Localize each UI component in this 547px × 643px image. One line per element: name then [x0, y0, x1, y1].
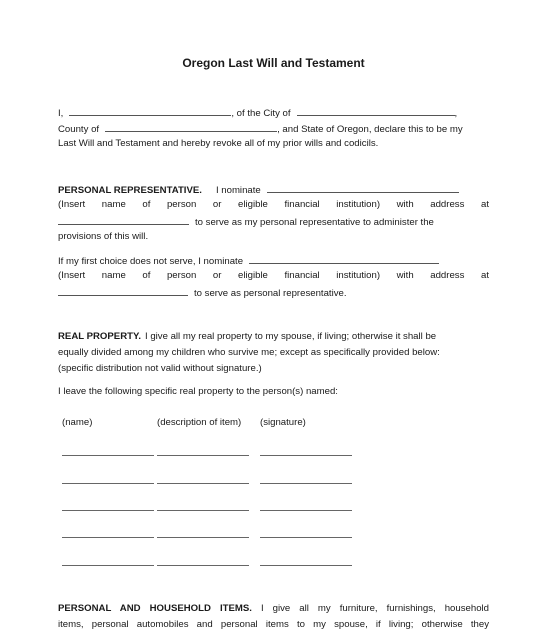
personal-rep-line-3 [58, 215, 489, 229]
county-blank[interactable] [105, 122, 277, 132]
description-blank[interactable] [157, 510, 249, 511]
name-blank[interactable] [62, 537, 154, 538]
personal-rep-line-4: provisions of this will. [58, 231, 149, 242]
serve-text: to serve as my personal representative to administer the [195, 217, 434, 228]
city-label: , of the City of [231, 108, 291, 119]
real-property-line-4: I leave the following specific real property to the person(s) named: [58, 386, 338, 397]
real-property-text: I give all my real property to my spouse, if living; otherwise it shall be [144, 331, 437, 342]
signature-blank[interactable] [260, 537, 352, 538]
household-text: I give all my furniture, furnishings, household [260, 603, 489, 614]
description-blank[interactable] [157, 565, 249, 566]
personal-rep-line-5 [58, 254, 489, 268]
intro-line-1 [58, 106, 489, 120]
name-blank[interactable] [62, 510, 154, 511]
alternate-rep-name-blank[interactable] [249, 254, 439, 264]
comma: , [454, 108, 458, 119]
signature-blank[interactable] [260, 483, 352, 484]
county-label: County of [58, 124, 100, 135]
description-blank[interactable] [157, 455, 249, 456]
personal-rep-line-7 [58, 286, 489, 300]
name-blank[interactable] [62, 565, 154, 566]
personal-rep-line-6: (Insert name of person or eligible financial institution) with address at [58, 270, 489, 281]
household-heading: PERSONAL AND HOUSEHOLD ITEMS. [58, 603, 252, 614]
real-property-line-2: equally divided among my children who survive me; except as specifically provided below: [58, 347, 440, 358]
description-blank[interactable] [157, 483, 249, 484]
personal-rep-line-1 [58, 183, 489, 197]
personal-rep-address-blank[interactable] [58, 215, 189, 225]
name-blank[interactable] [62, 455, 154, 456]
testator-name-blank[interactable] [69, 106, 231, 116]
name-blank[interactable] [62, 483, 154, 484]
personal-rep-name-blank[interactable] [267, 183, 459, 193]
intro-line-3: Last Will and Testament and hereby revoke all of my prior wills and codicils. [58, 138, 379, 149]
real-property-heading: REAL PROPERTY. [58, 331, 141, 342]
real-property-line-3: (specific distribution not valid without signature.) [58, 363, 262, 374]
personal-rep-heading: PERSONAL REPRESENTATIVE. [58, 185, 202, 196]
description-blank[interactable] [157, 537, 249, 538]
household-line-1 [58, 603, 489, 615]
alternate-rep-address-blank[interactable] [58, 286, 188, 296]
signature-blank[interactable] [260, 510, 352, 511]
col-header-name: (name) [62, 417, 93, 428]
col-header-signature: (signature) [260, 417, 306, 428]
signature-blank[interactable] [260, 565, 352, 566]
personal-rep-line-2: (Insert name of person or eligible financial institution) with address at [58, 199, 489, 210]
intro-i-label: I, [58, 108, 64, 119]
city-blank[interactable] [297, 106, 455, 116]
alternate-nominate-text: If my first choice does not serve, I nominate [58, 256, 244, 267]
document-title: Oregon Last Will and Testament [182, 56, 365, 70]
state-declaration-text: , and State of Oregon, declare this to be my [277, 124, 463, 135]
household-line-2: items, personal automobiles and personal items to my spouse, if living; otherwise they [58, 619, 489, 630]
signature-blank[interactable] [260, 455, 352, 456]
nominate-text: I nominate [215, 185, 261, 196]
col-header-description: (description of item) [157, 417, 242, 428]
intro-line-2 [58, 122, 489, 136]
serve-alt-text: to serve as personal representative. [194, 288, 347, 299]
real-property-line-1 [58, 331, 489, 343]
